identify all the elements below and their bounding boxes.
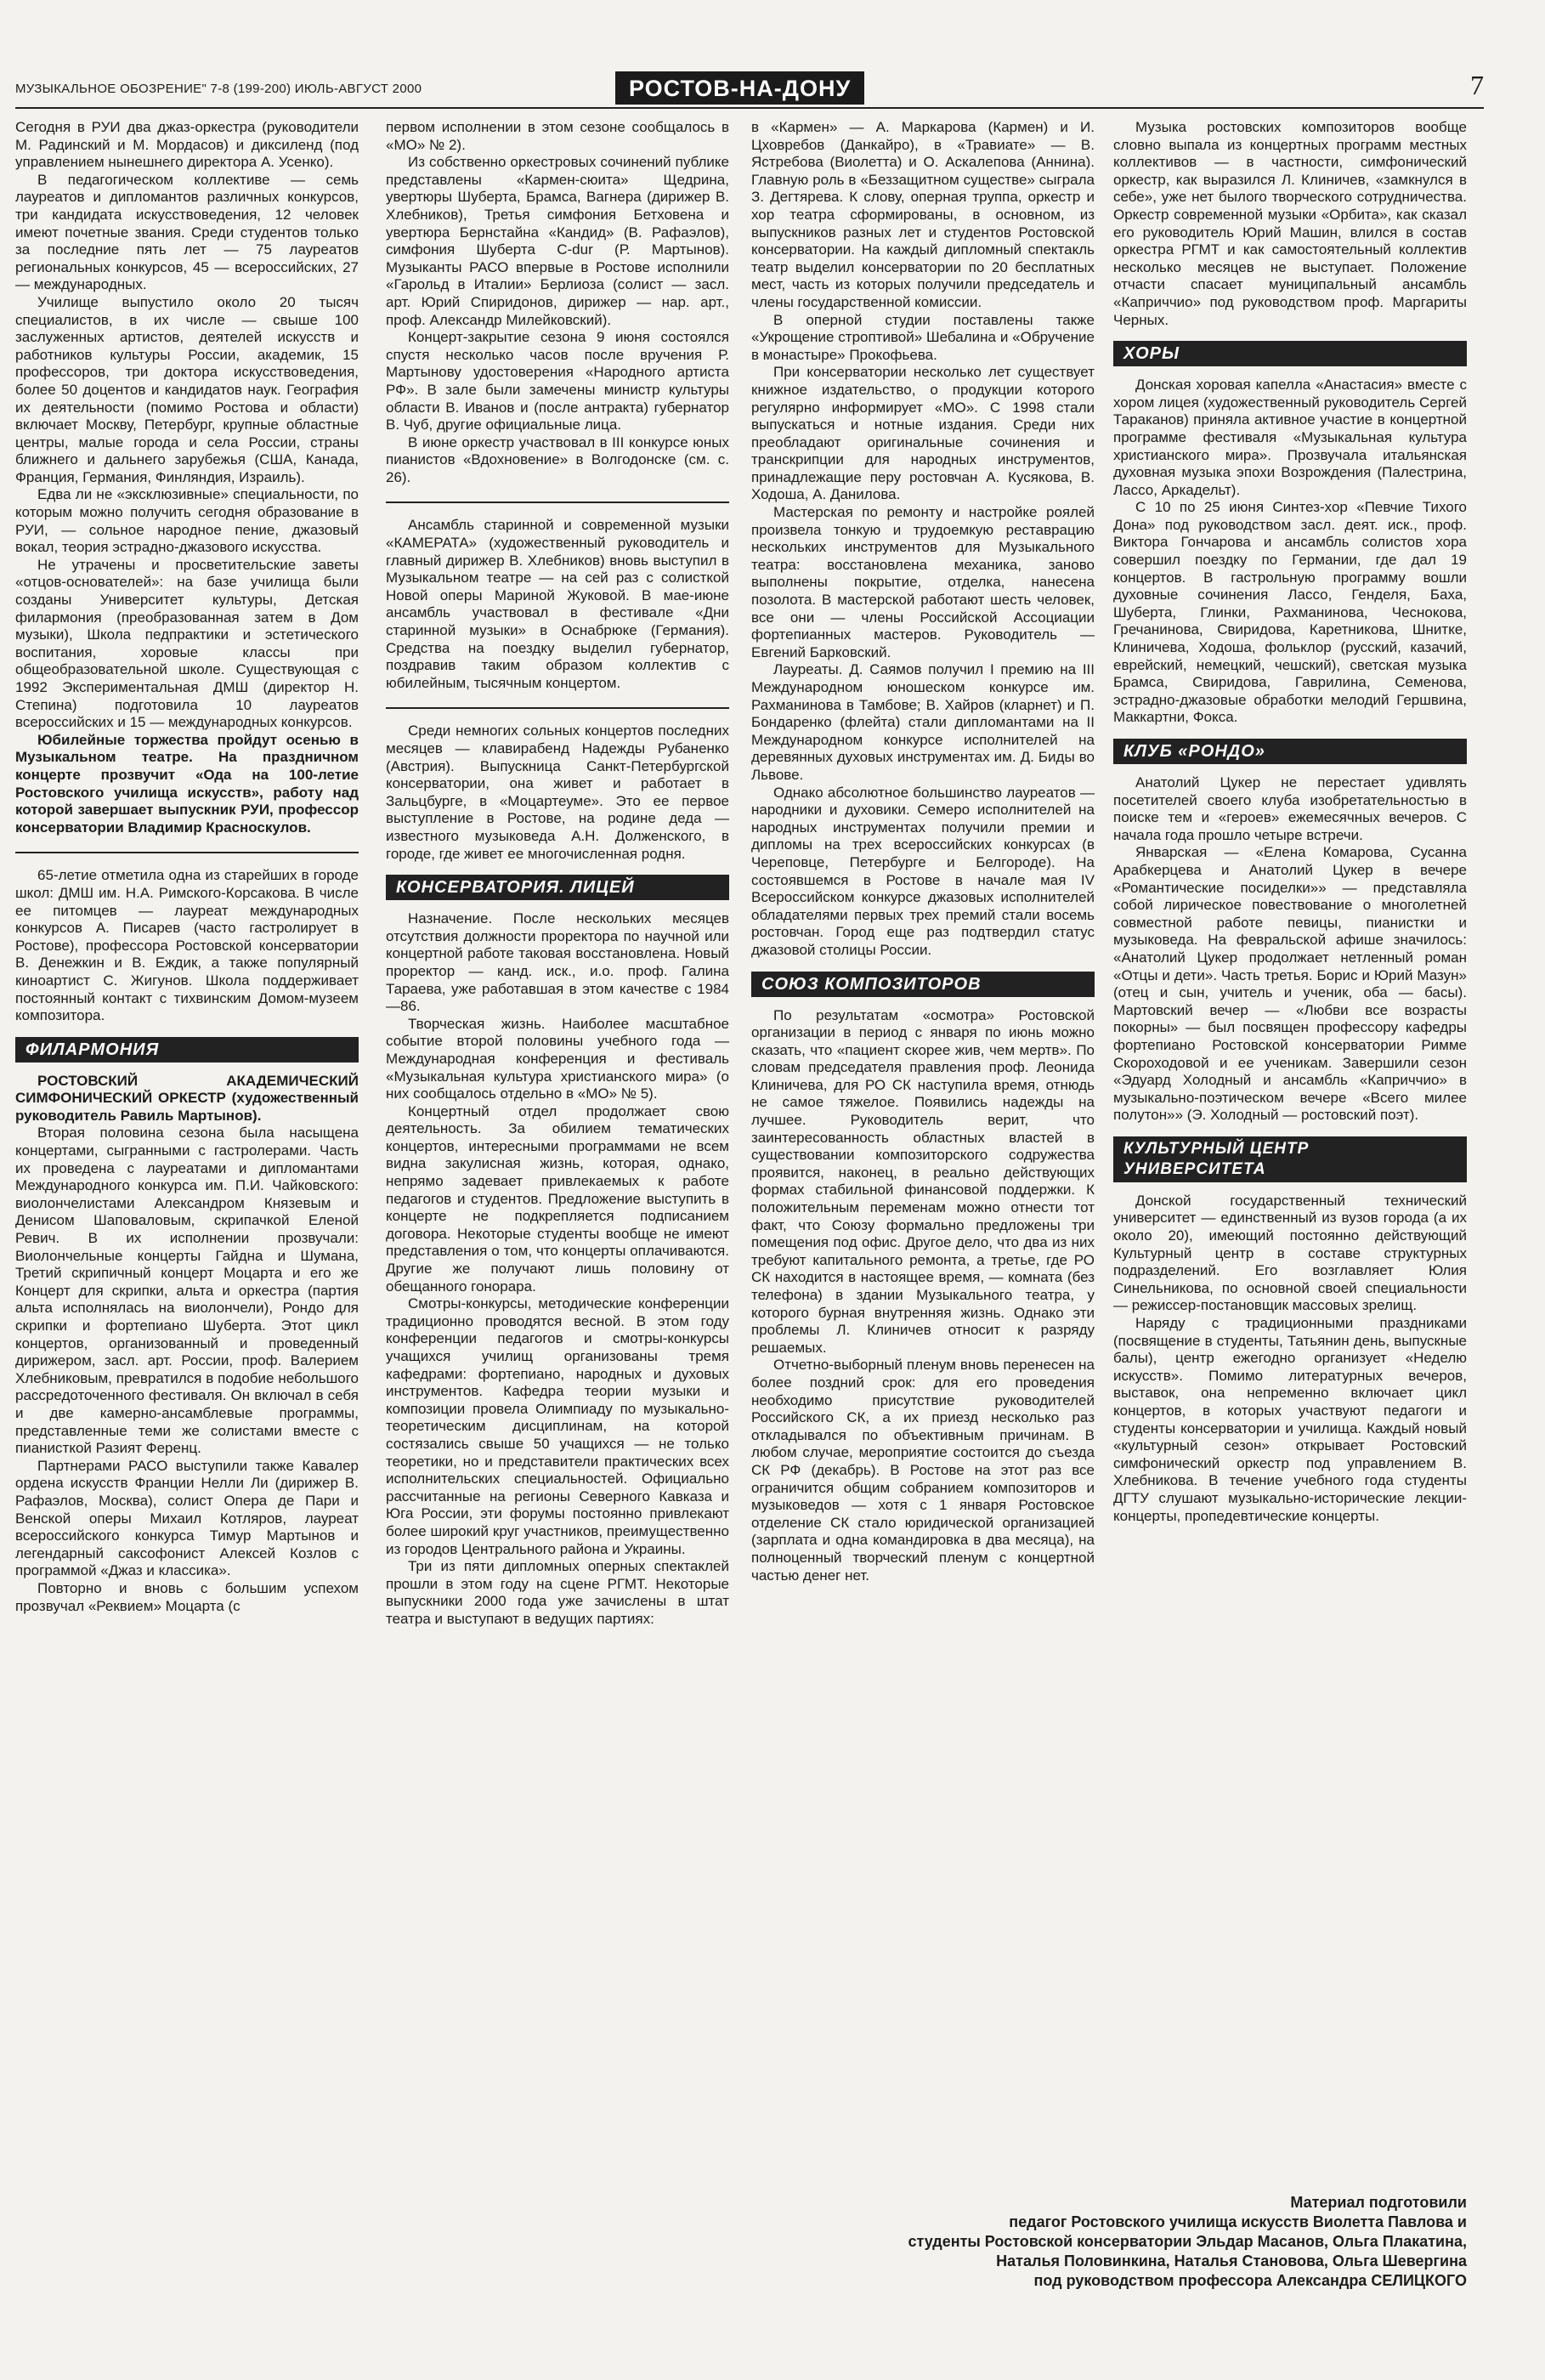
credits-line: студенты Ростовской консерватории Эльдар Масанов, Ольга Плакатина, [908, 2233, 1467, 2250]
paragraph: По результатам «осмотра» Ростовской организации в период с января по июнь можно сказать, что «пациент скорее жив, чем мертв». По словам председателя правления проф. Леонида Клиничева, для РО СК наступила время, отнюдь не самое тяжелое. Появились надежды на лучшее. Руководитель верит, что заинтересованность областных властей в существовании композиторского содружества проявится, наконец, в реально действующих формах стабильной финансовой поддержки. К положительным переменам можно отнести тот факт, что Союзу формально предложены три помещения под офис. Другое дело, что два из них требуют капитального ремонта, а третье, где РО СК находится в настоящее время, — комната (без телефона) в здании Музыкального театра, у которого бурная внутренняя жизнь. Однако эти проблемы Л. Клиничев относит к разряду решаемых. [751, 1006, 1095, 1356]
paragraph: Вторая половина сезона была насыщена концертами, сыгранными с гастролерами. Часть их проведена с лауреатами и дипломантами Международного конкурса им. П.И. Чайковского: виолончелистами Александром Князевым и Денисом Шаповаловым, скрипачкой Еленой Ревич. В их исполнении прозвучали: Виолончельные концерты Гайдна и Шумана, Третий скрипичный концерт Моцарта и его же Концерт для скрипки, альта и оркестра (партия альта исполнялась на виолончели), Рондо для скрипки и фортепиано Шуберта. Этот цикл концертов, организованный и проведенный дирижером, засл. арт. России, проф. Валерием Хлебниковым, превратился в подобие небольшого рассредоточенного фестиваля. Он включал в себя и две камерно-ансамблевые программы, представленные теми же солистами вместе с пианисткой Разият Ференц. [15, 1125, 359, 1457]
paragraph: Анатолий Цукер не перестает удивлять посетителей своего клуба изобретательностью в поиске тем и «героев» ежемесячных вечеров. С начала года прошло четыре встречи. [1113, 774, 1467, 843]
publication-line: МУЗЫКАЛЬНОЕ ОБОЗРЕНИЕ" 7-8 (199-200) ИЮЛЬ-АВГУСТ 2000 [15, 82, 422, 96]
paragraph: Назначение. После нескольких месяцев отсутствия должности проректора по научной или концертной работе таковая восстановлена. Новый проректор — канд. иск., и.о. проф. Галина Тараева, уже работавшая в этом качестве с 1984—86. [386, 910, 729, 1015]
divider [15, 852, 359, 853]
page-number: 7 [1470, 70, 1484, 100]
section-heading-university-center: КУЛЬТУРНЫЙ ЦЕНТР УНИВЕРСИТЕТА [1113, 1136, 1467, 1182]
section-heading-choirs: ХОРЫ [1113, 341, 1467, 366]
orchestra-heading: РОСТОВСКИЙ АКАДЕМИЧЕСКИЙ СИМФОНИЧЕСКИЙ ОРКЕСТР (художественный руководитель Равиль Мартынов). [15, 1072, 359, 1124]
paragraph: С 10 по 25 июня Синтез-хор «Певчие Тихого Дона» под руководством засл. деят. иск., проф. Виктора Гончарова и ансамбль солистов хора совершил поездку по Германии, где дал 19 концертов. В гастрольную программу вошли духовные сочинения Лассо, Генделя, Баха, Шуберта, Глинки, Рахманинова, Чеснокова, Гречанинова, Свиридова, Каретникова, Шнитке, Клиничева, Ходоша, фольклор (русский, казачий, еврейский, немецкий, чешский), светская музыка Брамса, Свиридова, Гаврилина, Семенова, эстрадно-джазовые обработки мелодий Гершвина, Маккартни, Фокса. [1113, 499, 1467, 726]
column-3 [751, 119, 1095, 2354]
paragraph: Концерт-закрытие сезона 9 июня состоялся спустя несколько часов после вручения Р. Мартынову удостоверения «Народного артиста РФ». В зале были замечены министр культуры области В. Иванов и (после антракта) губернатор В. Чуб, другие официальные лица. [386, 329, 729, 434]
paragraph: Наряду с традиционными праздниками (посвящение в студенты, Татьянин день, выпускные балы), центр ежегодно организует «Неделю искусств». Помимо литературных вечеров, выставок, она непременно включает цикл концертов, в которых участвуют педагоги и студенты консерватории и училища. Каждый новый «культурный сезон» открывает Ростовский симфонический оркестр под управлением В. Хлебникова. В течение учебного года студенты ДГТУ слушают музыкально-исторические лекции-концерты, пропедевтические концерты. [1113, 1315, 1467, 1524]
divider [386, 502, 729, 503]
paragraph: Ансамбль старинной и современной музыки «КАМЕРАТА» (художественный руководитель и главный дирижер В. Хлебников) вновь выступил в Музыкальном театре — на сей раз с солисткой Новой оперы Мариной Жуковой. В мае-июне ансамбль участвовал в фестивале «Дни старинной музыки» в Оснабрюке (Германия). Средства на поездку выделил губернатор, поздравив таким образом коллектив с юбилейным, тысячным концертом. [386, 517, 729, 691]
paragraph: Лауреаты. Д. Саямов получил I премию на III Международном юношеском конкурсе им. Рахманинова в Тамбове; В. Хайров (кларнет) и П. Бондаренко (флейта) стали дипломантами на II Международном конкурсе исполнителей на деревянных духовых инструментах им. Д. Биды во Львове. [751, 661, 1095, 783]
paragraph: в «Кармен» — А. Маркарова (Кармен) и И. Цховребов (Данкайро), в «Травиате» — В. Ястребова (Виолетта) и О. Аскалепова (Аннина). Главную роль в «Беззащитном существе» сыграла З. Дегтярева. К слову, оперная труппа, оркестр и хор театра сформированы, в основном, из выпускников разных лет и студентов Ростовской консерватории. На каждый дипломный спектакль театр выделил консерватории по 20 бесплатных мест, часть из которых получили председатель и члены государственной комиссии. [751, 119, 1095, 310]
paragraph: Донской государственный технический университет — единственный из вузов города (а их около 20), имеющий постоянно действующий Культурный центр в составе структурных подразделений. Его возглавляет Юлия Синельникова, по основной своей специальности — режиссер-постановщик массовых зрелищ. [1113, 1192, 1467, 1314]
paragraph: 65-летие отметила одна из старейших в городе школ: ДМШ им. Н.А. Римского-Корсакова. В числе ее питомцев — лауреат международных конкурсов А. Писарев (часто гастролирует в Ростове), профессора Ростовской консерватории В. Денежкин и В. Еждик, а также популярный киноартист С. Жигунов. Школа поддерживает постоянный контакт с тихвинским Домом-музеем композитора. [15, 867, 359, 1024]
divider [386, 707, 729, 709]
paragraph: Повторно и вновь с большим успехом прозвучал «Реквием» Моцарта (с [15, 1579, 359, 1614]
section-heading-philharmonia: ФИЛАРМОНИЯ [15, 1037, 359, 1062]
section-heading-composers-union: СОЮЗ КОМПОЗИТОРОВ [751, 972, 1095, 997]
paragraph: Среди немногих сольных концертов последних месяцев — клавирабенд Надежды Рубаненко (Австрия). Выпускница Санкт-Петербургской консерватории, она живет и работает в Зальцбурге, в «Моцартеуме». Это ее первое выступление в Ростове, на родине деда — известного музыковеда А.Н. Долженского, в городе, где живет ее многочисленная родня. [386, 722, 729, 862]
section-heading-conservatory: КОНСЕРВАТОРИЯ. ЛИЦЕЙ [386, 875, 729, 900]
credits-line: Наталья Половинкина, Наталья Становова, Ольга Шевергина [996, 2252, 1467, 2270]
paragraph: Едва ли не «эксклюзивные» специальности, по которым можно получить сегодня образование в РУИ, — сольное народное пение, джазовый вокал, теория эстрадно-джазового искусства. [15, 486, 359, 556]
paragraph: Отчетно-выборный пленум вновь перенесен на более поздний срок: для его проведения необходимо присутствие руководителей Российского СК, а их приезд несколько раз откладывался по объективным причинам. В любом случае, мероприятие состоится до съезда СК РФ (декабрь). В Ростове на этот раз все ограничится общим собранием композиторов и музыковедов — хотя с 1 января Ростовское отделение СК стало юридической организацией (зарплата и одна командировка в два месяца), на полноценный творческий пленум с концертной частью денег нет. [751, 1357, 1095, 1584]
paragraph: При консерватории несколько лет существует книжное издательство, о продукции которого регулярно информирует «МО». С 1998 стали выпускаться и нотные издания. Среди них преобладают оригинальные сочинения и транскрипции для народных инструментов, принадлежащие перу ростовчан А. Кусякова, В. Ходоша, А. Данилова. [751, 364, 1095, 503]
page-header [15, 70, 1484, 109]
paragraph: Музыка ростовских композиторов вообще словно выпала из концертных программ местных коллективов — в частности, симфонический оркестр, как выразился Л. Клиничев, «замкнулся в себе», уже нет былого творческого сотрудничества. Оркестр современной музыки «Орбита», как сказал его руководитель Юрий Машин, влился в состав оркестра РГМТ и как самостоятельный коллектив несколько месяцев не выступает. Положение отчасти спасает муниципальный ансамбль «Каприччио» под руководством проф. Маргариты Черных. [1113, 119, 1467, 328]
paragraph: Из собственно оркестровых сочинений публике представлены «Кармен-сюита» Щедрина, увертюры Шуберта, Брамса, Вагнера (дирижер В. Хлебников), Третья симфония Бетховена и увертюра Бернстайна «Кандид» (В. Рафаэлов), симфония Шуберта C-dur (Р. Мартынов). Музыканты РАСО впервые в Ростове исполнили «Гарольд в Италии» Берлиоза (солист — засл. арт. Юрий Спиридонов, дирижер — нар. арт., проф. Александр Милейковский). [386, 154, 729, 328]
credits-block [751, 2193, 1467, 2291]
column-4 [1113, 119, 1467, 2354]
credits-line: Материал подготовили [1290, 2194, 1467, 2211]
paragraph: В июне оркестр участвовал в III конкурсе юных пианистов «Вдохновение» в Волгодонске (см. с. 26). [386, 434, 729, 485]
paragraph: Училище выпустило около 20 тысяч специалистов, в их числе — свыше 100 заслуженных артистов, деятелей искусств и работников культуры России, академик, 15 профессоров, три доктора искусствоведения, более 50 доцентов и кандидатов наук. География их деятельности (помимо Ростова и области) включает Москву, Петербург, крупные областные центры, малые города и села России, страны ближнего и дальнего зарубежья (США, Канада, Франция, Германия, Финляндия, Израиль). [15, 293, 359, 485]
credits-line: педагог Ростовского училища искусств Виолетта Павлова и [1009, 2213, 1467, 2230]
paragraph: Партнерами РАСО выступили также Кавалер ордена искусств Франции Нелли Ли (дирижер В. Рафаэлов, Москва), солист Опера де Пари и Венской оперы Михаил Котляров, лауреат всероссийского конкурса Тимур Мартынов и легендарный саксофонист Алексей Козлов с программой «Джаз и классика». [15, 1457, 359, 1579]
paragraph: В оперной студии поставлены также «Укрощение строптивой» Шебалина и «Обручение в монастыре» Прокофьева. [751, 311, 1095, 363]
paragraph: Однако абсолютное большинство лауреатов — народники и духовики. Семеро исполнителей на народных инструментах получили премии и дипломы на трех всероссийских конкурсах (в Череповце, Петербурге и Белгороде). На состоявшемся в Ростове в начале мая IV Всероссийском конкурсе джазовых исполнителей обладателями первых трех премий стали восемь ростовчан. Город еще раз подтвердил статус джазовой столицы России. [751, 784, 1095, 958]
paragraph: Три из пяти дипломных оперных спектаклей прошли в этом году на сцене РГМТ. Некоторые выпускники 2000 года уже зачислены в штат театра и выступают в ведущих партиях: [386, 1558, 729, 1627]
paragraph: первом исполнении в этом сезоне сообщалось в «МО» № 2). [386, 119, 729, 153]
paragraph: Сегодня в РУИ два джаз-оркестра (руководители М. Радинский и М. Мордасов) и диксиленд (под управлением нынешнего директора А. Усенко). [15, 119, 359, 171]
credits-line: под руководством профессора Александра СЕЛИЦКОГО [1033, 2272, 1467, 2289]
paragraph: Мастерская по ремонту и настройке роялей произвела тонкую и трудоемкую реставрацию нескольких инструментов для Музыкального театра: восстановлена механика, заново выполнены покрытие, отделка, нанесена позолота. В мастерской работают шесть человек, все они — члены Российской Ассоциации фортепианных мастеров. Руководитель — Евгений Барковский. [751, 504, 1095, 660]
section-heading-rondo-club: КЛУБ «РОНДО» [1113, 739, 1467, 764]
column-1 [15, 119, 359, 2354]
paragraph: Смотры-конкурсы, методические конференции традиционно проводятся весной. В этом году конференции педагогов и смотры-конкурсы учащихся училищ организованы тремя кафедрами: фортепиано, народных и духовых инструментов. Кафедра теории музыки и композиции провела Олимпиаду по музыкально-теоретическим дисциплинам, на которой состязались свыше 50 учащихся — не только теоретики, но и представители практических всех исполнительских специальностей. Официально рассчитанные на регионы Северного Кавказа и Юга России, эти форумы постоянно привлекают более широкий круг участников, преимущественно из городов Центрального района и Украины. [386, 1295, 729, 1557]
paragraph: Январская — «Елена Комарова, Сусанна Арабкерцева и Анатолий Цукер в вечере «Романтические посиделки»» — представляла собой лирическое повествование о многолетней совместной работе певицы, пианистки и музыковеда. На февральской афише значилось: «Анатолий Цукер продолжает нетленный роман «Отцы и дети». Часть третья. Борис и Юрий Мазун» (отец и сын, учитель и ученик, оба — басы). Мартовский вечер — «Любви все возрасты покорны» — был посвящен профессору кафедры фортепиано Ростовской консерватории Римме Скороходовой и ее ученикам. Завершили сезон «Эдуард Холодный и ансамбль «Каприччио» в музыкально-поэтическом вечере «Всего милее полутон»» (Э. Холодный — ростовский поэт). [1113, 844, 1467, 1124]
paragraph: В педагогическом коллективе — семь лауреатов и дипломантов различных конкурсов, три кандидата искусствоведения, 12 человек имеют почетные звания. Среди студентов только за последние пять лет — 75 лауреатов региональных конкурсов, 45 — всероссийских, 27 — международных. [15, 171, 359, 293]
paragraph: Не утрачены и просветительские заветы «отцов-основателей»: на базе училища были созданы Университет культуры, Детская филармония (преобразованная затем в Дом музыки), Школа педпрактики и эстетического воспитания, хоровые классы при общеобразовательной школе. Существующая с 1992 Экспериментальная ДМШ (директор Н. Степина) подготовила 10 лауреатов всероссийских и 15 — международных конкурсов. [15, 556, 359, 731]
column-2 [386, 119, 729, 2354]
section-badge: РОСТОВ-НА-ДОНУ [615, 71, 864, 105]
paragraph: Концертный отдел продолжает свою деятельность. За обилием тематических концертов, интересными программами не всем видна закулисная жизнь, которая, однако, непрямо задевает привлекаемых к работе педагогов и студентов. Предложение выступить в концерте не подкрепляется подписанием договора. Некоторые студенты вообще не имеют представления о том, что концерты оплачиваются. Другие же получают лишь половину от обещанного гонорара. [386, 1102, 729, 1295]
paragraph-highlight: Юбилейные торжества пройдут осенью в Музыкальном театре. На праздничном концерте прозвучит «Ода на 100-летие Ростовского училища искусств», работу над которой завершает выпускник РУИ, профессор консерватории Владимир Красноскулов. [15, 731, 359, 836]
paragraph: Творческая жизнь. Наиболее масштабное событие второй половины учебного года — Международная конференция и фестиваль «Музыкальная культура христианского мира» (о них сообщалось отдельно в «МО» № 5). [386, 1015, 729, 1102]
paragraph: Донская хоровая капелла «Анастасия» вместе с хором лицея (художественный руководитель Сергей Тараканов) приняла активное участие в концертной программе фестиваля «Музыкальная культура христианского мира». Прозвучала итальянская духовная музыка эпохи Возрождения (Палестрина, Лассо, Аркадельт). [1113, 377, 1467, 498]
